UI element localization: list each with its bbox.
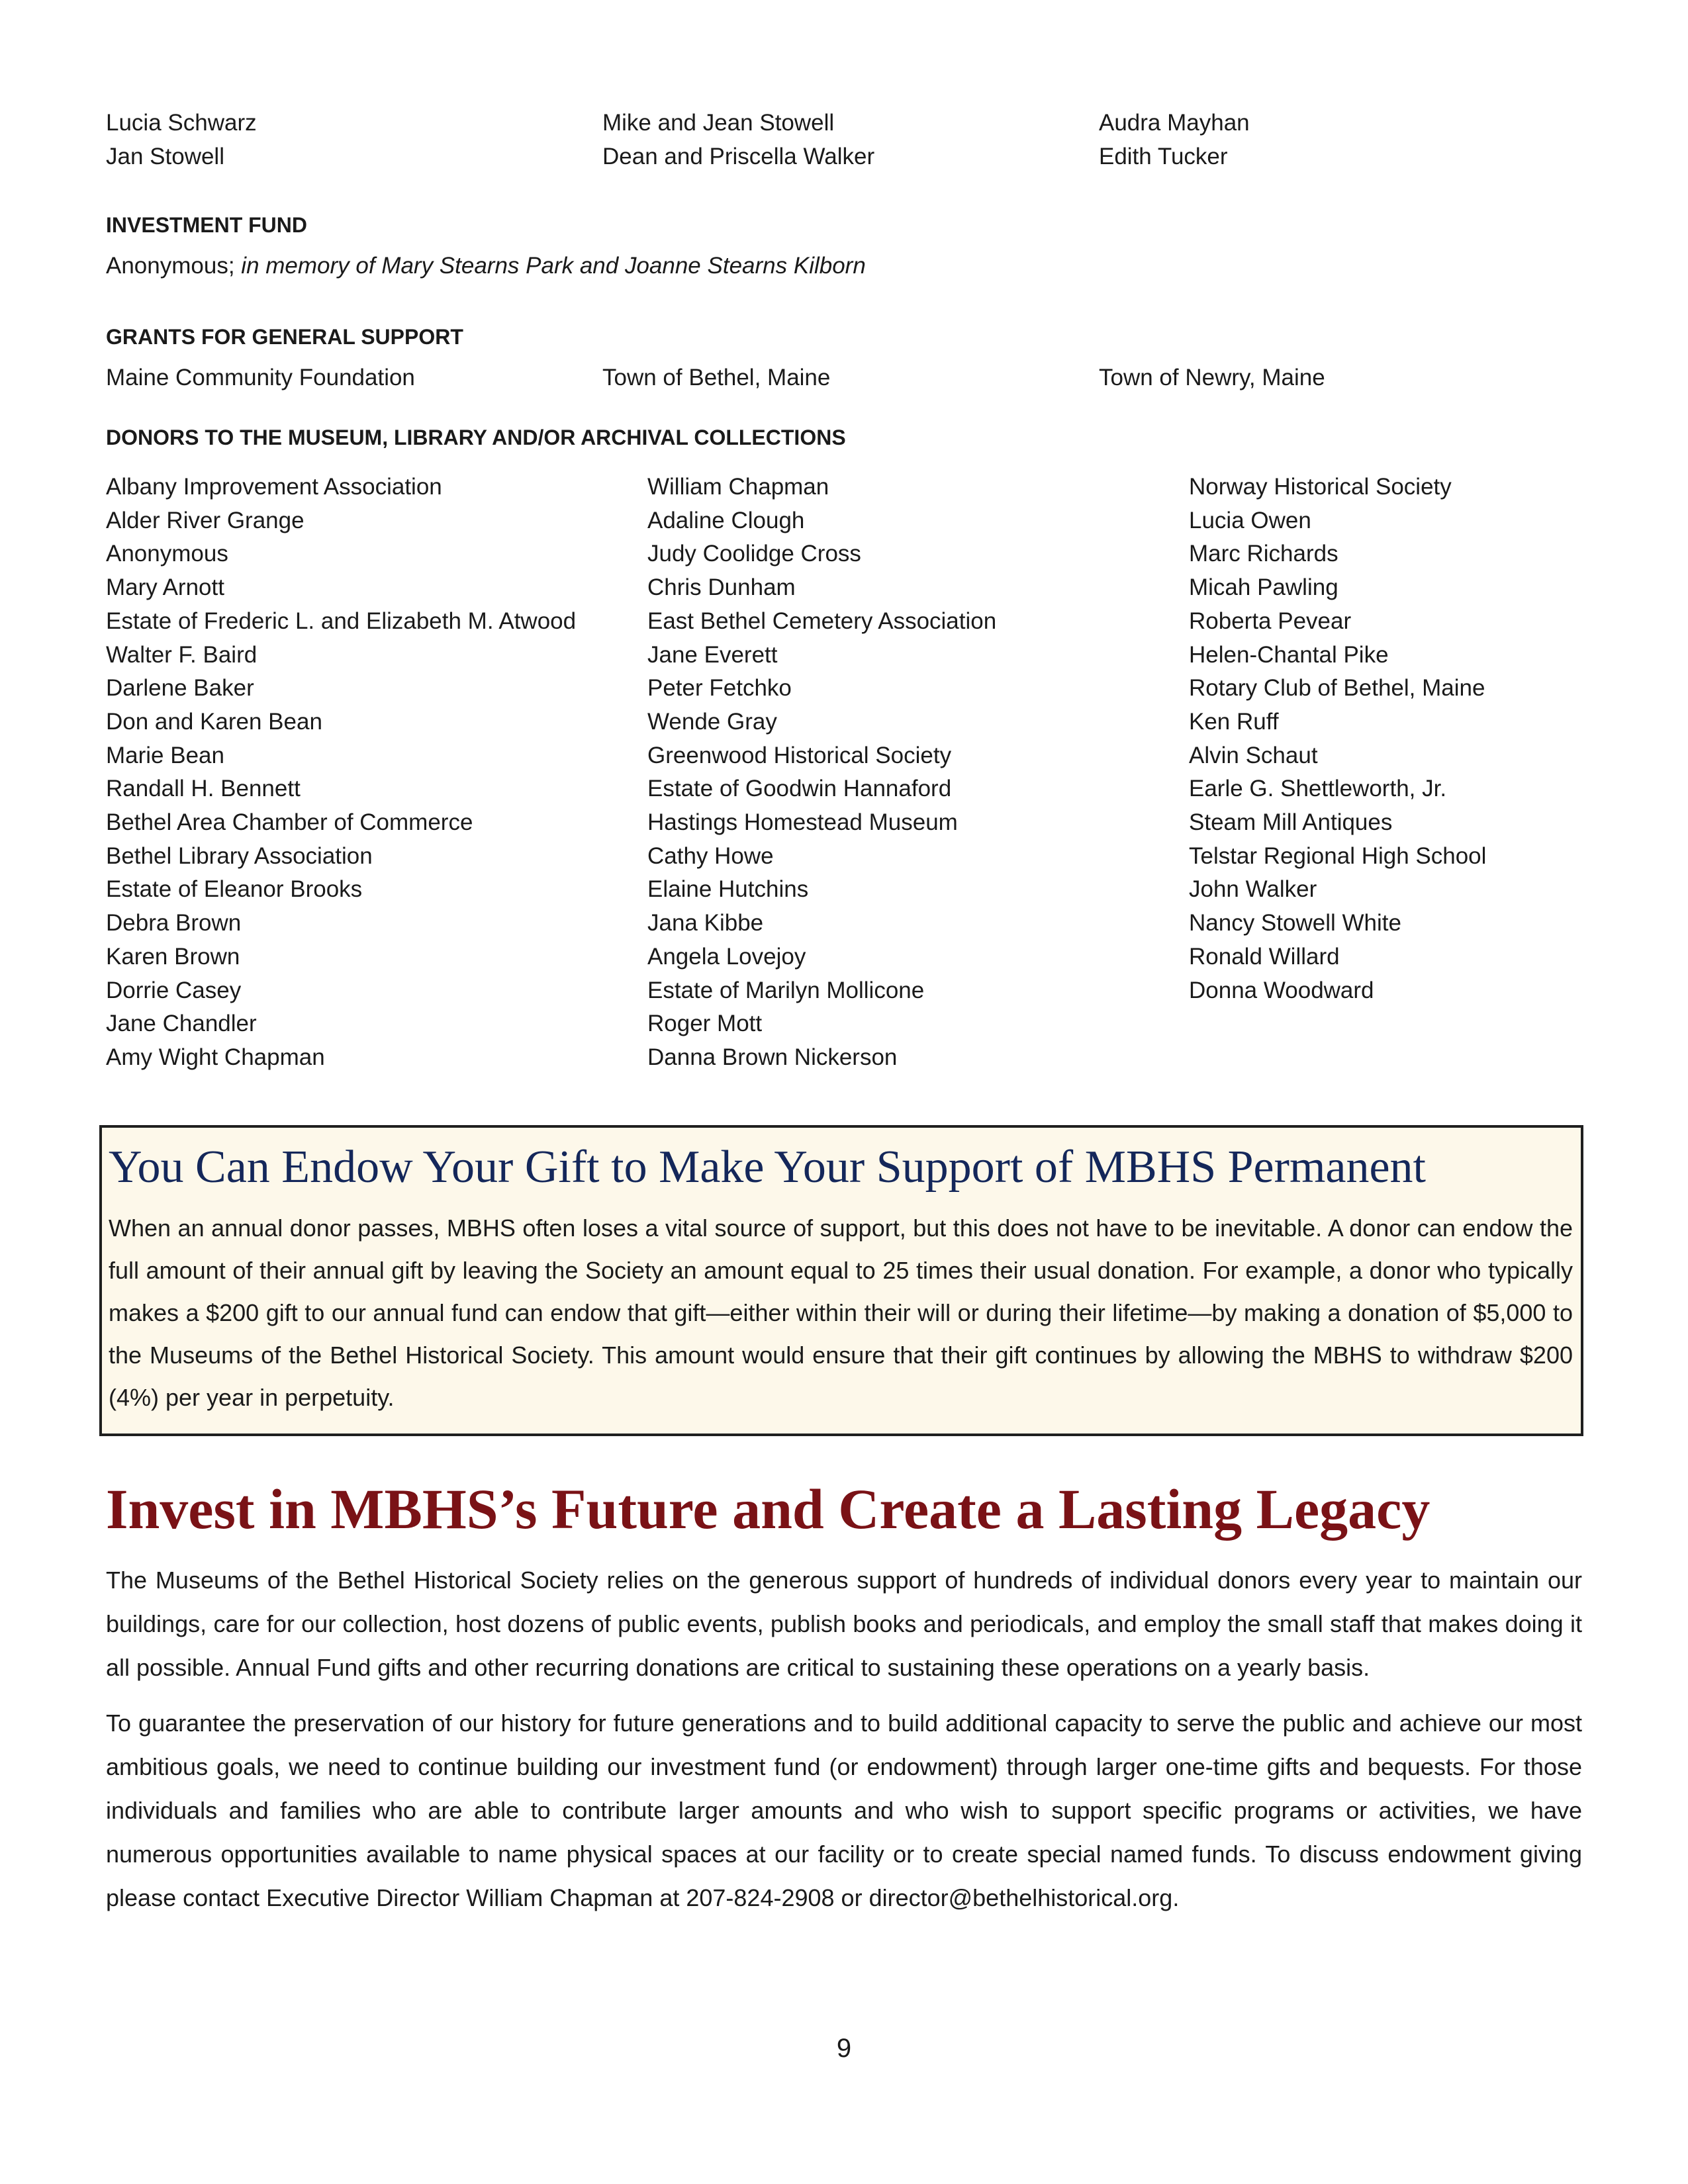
collection-donor: Karen Brown bbox=[106, 943, 240, 970]
investment-fund-donor: Anonymous; bbox=[106, 253, 235, 279]
legacy-paragraph: To guarantee the preservation of our history for future generations and to build additional capacity to serve the public and achieve our most ambitious goals, we need to continue building our investment fund (or endowment) through larger one-time gifts and bequests. For those individuals and families who are able to contribute larger amounts and who wish to support specific programs or activities, we have numerous opportunities available to name physical spaces at our facility or to create special named funds. To discuss endowment giving please contact Executive Director William Chapman at 207-824-2908 or director@bethelhistorical.org. bbox=[106, 1709, 1582, 1911]
donor-name: Edith Tucker bbox=[1099, 144, 1228, 169]
donor-name: Dean and Priscella Walker bbox=[602, 144, 875, 169]
top-names-col-1 bbox=[106, 106, 602, 173]
collection-donor: Chris Dunham bbox=[647, 574, 796, 601]
collection-donor: Roberta Pevear bbox=[1189, 608, 1352, 634]
collection-donor: Earle G. Shettleworth, Jr. bbox=[1189, 776, 1447, 802]
collection-donor: East Bethel Cemetery Association bbox=[647, 608, 997, 634]
donor-name: Lucia Schwarz bbox=[106, 110, 257, 136]
collections-donors-grid bbox=[106, 471, 1582, 1075]
collection-donor: Jane Chandler bbox=[106, 1011, 257, 1037]
investment-fund-donor-line bbox=[106, 249, 1582, 283]
collection-donor: Jane Everett bbox=[647, 641, 778, 668]
collections-heading: DONORS TO THE MUSEUM, LIBRARY AND/OR ARCHIVAL COLLECTIONS bbox=[106, 426, 846, 449]
collection-donor: Randall H. Bennett bbox=[106, 776, 301, 802]
collection-donor: Marie Bean bbox=[106, 742, 224, 768]
donor-list-section bbox=[106, 106, 1582, 1075]
collection-donor: Darlene Baker bbox=[106, 675, 254, 702]
collection-donor: Micah Pawling bbox=[1189, 574, 1338, 601]
collection-donor: Danna Brown Nickerson bbox=[647, 1044, 898, 1070]
collection-donor: Alvin Schaut bbox=[1189, 742, 1318, 768]
collection-donor: Albany Improvement Association bbox=[106, 474, 442, 500]
collection-donor: Elaine Hutchins bbox=[647, 876, 809, 903]
collection-donor: Ronald Willard bbox=[1189, 943, 1340, 970]
collection-donor: Telstar Regional High School bbox=[1189, 842, 1487, 869]
collection-donor: Estate of Goodwin Hannaford bbox=[647, 776, 952, 802]
collection-donor: Nancy Stowell White bbox=[1189, 910, 1401, 936]
collection-donor: Jana Kibbe bbox=[647, 910, 764, 936]
grant-item: Maine Community Foundation bbox=[106, 365, 415, 390]
investment-fund-heading: INVESTMENT FUND bbox=[106, 213, 307, 237]
collection-donor: Alder River Grange bbox=[106, 507, 305, 533]
collection-donor: Greenwood Historical Society bbox=[647, 742, 952, 768]
collection-donor: William Chapman bbox=[647, 474, 829, 500]
collection-donor: John Walker bbox=[1189, 876, 1317, 903]
collection-donor: Hastings Homestead Museum bbox=[647, 809, 958, 836]
collection-donor: Rotary Club of Bethel, Maine bbox=[1189, 675, 1485, 702]
collection-donor: Norway Historical Society bbox=[1189, 474, 1452, 500]
collections-col-2 bbox=[647, 471, 1189, 1075]
collections-col-1 bbox=[106, 471, 647, 1075]
collection-donor: Helen-Chantal Pike bbox=[1189, 641, 1389, 668]
top-names-col-3 bbox=[1099, 106, 1582, 173]
collection-donor: Amy Wight Chapman bbox=[106, 1044, 325, 1070]
collection-donor: Donna Woodward bbox=[1189, 977, 1374, 1003]
donor-name: Mike and Jean Stowell bbox=[602, 110, 835, 136]
donor-name: Audra Mayhan bbox=[1099, 110, 1250, 136]
collection-donor: Angela Lovejoy bbox=[647, 943, 806, 970]
legacy-section bbox=[106, 1473, 1582, 1932]
collection-donor: Bethel Library Association bbox=[106, 842, 373, 869]
collection-donor: Anonymous bbox=[106, 541, 228, 567]
grant-item: Town of Bethel, Maine bbox=[602, 365, 831, 390]
grants-grid bbox=[106, 361, 1582, 394]
grants-heading: GRANTS FOR GENERAL SUPPORT bbox=[106, 325, 463, 349]
collection-donor: Marc Richards bbox=[1189, 541, 1338, 567]
collection-donor: Bethel Area Chamber of Commerce bbox=[106, 809, 473, 836]
collection-donor: Mary Arnott bbox=[106, 574, 224, 601]
investment-fund-memorial: in memory of Mary Stearns Park and Joanne Stearns Kilborn bbox=[241, 253, 866, 279]
grant-item: Town of Newry, Maine bbox=[1099, 365, 1325, 390]
collection-donor: Walter F. Baird bbox=[106, 641, 258, 668]
collection-donor: Ken Ruff bbox=[1189, 708, 1279, 735]
top-names-col-2 bbox=[602, 106, 1099, 173]
top-names-grid bbox=[106, 106, 1582, 173]
endow-gift-callout bbox=[99, 1125, 1583, 1436]
collection-donor: Steam Mill Antiques bbox=[1189, 809, 1393, 836]
collection-donor: Estate of Frederic L. and Elizabeth M. Atwood bbox=[106, 608, 577, 634]
collection-donor: Dorrie Casey bbox=[106, 977, 242, 1003]
collection-donor: Peter Fetchko bbox=[647, 675, 792, 702]
collection-donor: Judy Coolidge Cross bbox=[647, 541, 861, 567]
endow-gift-title: You Can Endow Your Gift to Make Your Support of MBHS Permanent bbox=[109, 1142, 1426, 1193]
collection-donor: Lucia Owen bbox=[1189, 507, 1311, 533]
endow-gift-body: When an annual donor passes, MBHS often loses a vital source of support, but this does not have to be inevitable. A donor can endow the full amount of their annual gift by leaving the Society an amount equal to 25 times their usual donation. For example, a donor who typically makes a $200 gift to our annual fund can endow that gift—either within their will or during their lifetime—by making a donation of $5,000 to the Museums of the Bethel Historical Society. This amount would ensure that their gift continues by allowing the MBHS to withdraw $200 (4%) per year in perpetuity. bbox=[109, 1214, 1573, 1411]
legacy-paragraph: The Museums of the Bethel Historical Society relies on the generous support of hundreds of individual donors every year to maintain our buildings, care for our collection, host dozens of public events, publish books and periodicals, and employ the small staff that makes doing it all possible. Annual Fund gifts and other recurring donations are critical to sustaining these operations on a yearly basis. bbox=[106, 1567, 1582, 1681]
collection-donor: Wende Gray bbox=[647, 708, 777, 735]
collection-donor: Don and Karen Bean bbox=[106, 708, 322, 735]
collection-donor: Cathy Howe bbox=[647, 842, 774, 869]
collection-donor: Estate of Marilyn Mollicone bbox=[647, 977, 925, 1003]
legacy-title: Invest in MBHS’s Future and Create a Lasting Legacy bbox=[106, 1477, 1430, 1541]
collection-donor: Debra Brown bbox=[106, 910, 242, 936]
collection-donor: Adaline Clough bbox=[647, 507, 805, 533]
collections-col-3 bbox=[1189, 471, 1582, 1075]
collection-donor: Roger Mott bbox=[647, 1011, 763, 1037]
donor-name: Jan Stowell bbox=[106, 144, 224, 169]
collection-donor: Estate of Eleanor Brooks bbox=[106, 876, 363, 903]
page-number: 9 bbox=[836, 2034, 852, 2063]
